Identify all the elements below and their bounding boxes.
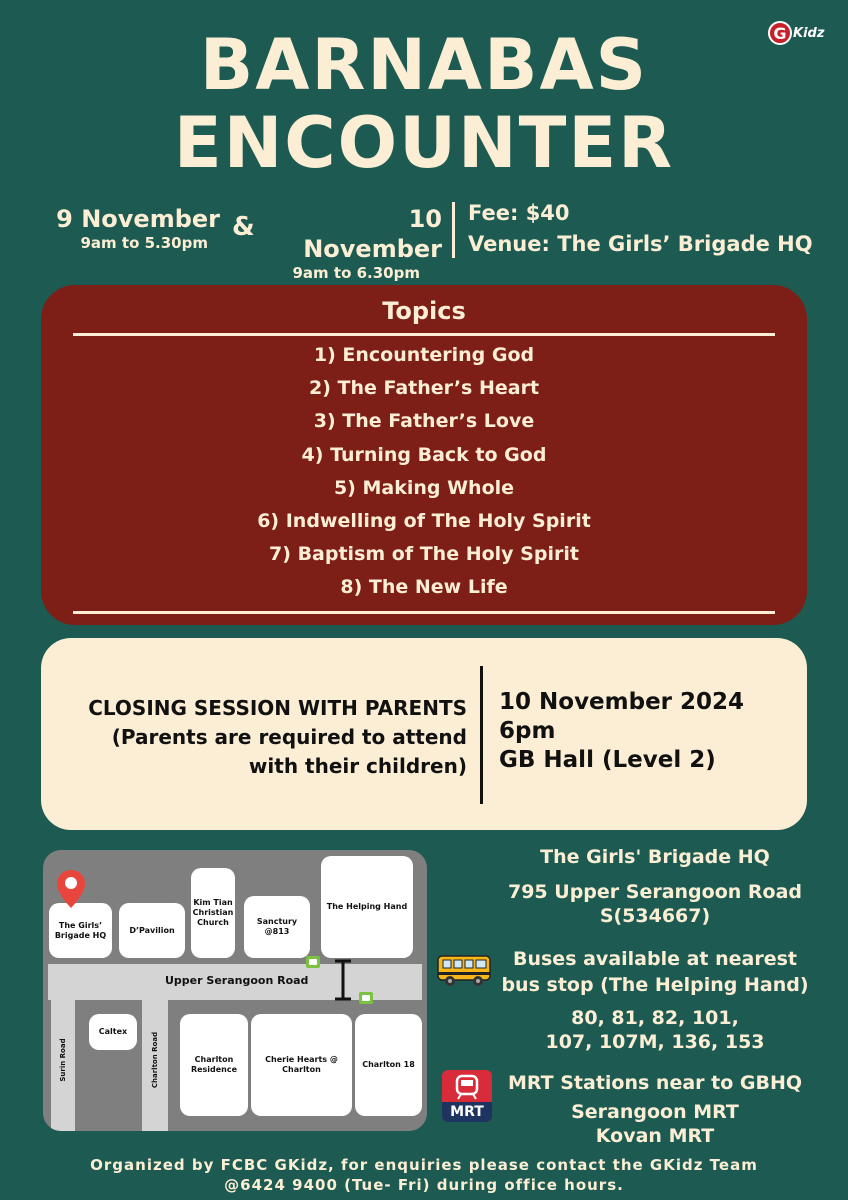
mrt-icon xyxy=(442,1070,492,1122)
school-bus-icon xyxy=(436,950,494,990)
label-charlton-road: Charlton Road xyxy=(151,1031,159,1089)
label-upper-serangoon: Upper Serangoon Road xyxy=(165,974,309,987)
address-line-2: S(534667) xyxy=(599,905,711,927)
gkidz-logo-letter: G xyxy=(768,21,792,45)
topic-item: 3) The Father’s Love xyxy=(313,410,535,433)
bus-list-2: 107, 107M, 136, 153 xyxy=(545,1031,765,1053)
day1-block xyxy=(40,204,220,252)
address-line-1: 795 Upper Serangoon Road xyxy=(507,881,803,903)
building-sanctury: Sanctury @813 xyxy=(244,896,310,958)
day1-time: 9am to 5.30pm xyxy=(80,234,208,252)
dates-divider xyxy=(452,202,455,258)
building-kim-tian: Kim Tian Christian Church xyxy=(191,868,235,958)
closing-place: GB Hall (Level 2) xyxy=(499,747,716,773)
bus-heading-2: bus stop (The Helping Hand) xyxy=(501,974,809,996)
closing-session-panel xyxy=(41,638,807,830)
title-line-1: BARNABAS xyxy=(199,24,649,106)
fee-text: Fee: $40 xyxy=(468,201,570,225)
closing-session-details xyxy=(499,688,744,775)
venue-text: Venue: The Girls’ Brigade HQ xyxy=(468,232,813,256)
event-title xyxy=(0,26,848,182)
label-surin-road: Surin Road xyxy=(59,1038,67,1082)
venue-heading: The Girls' Brigade HQ xyxy=(540,846,770,868)
topic-item: 8) The New Life xyxy=(340,576,508,599)
footer-line-2: @6424 9400 (Tue- Fri) during office hours. xyxy=(224,1176,624,1194)
location-info xyxy=(470,840,840,1148)
topics-bottom-rule xyxy=(73,611,775,614)
day2-block xyxy=(262,204,442,282)
bus-stop-icon xyxy=(359,992,373,1004)
dates-section xyxy=(0,198,848,282)
closing-time: 6pm xyxy=(499,718,556,744)
topic-item: 7) Baptism of The Holy Spirit xyxy=(269,543,579,566)
mrt-station-1: Serangoon MRT xyxy=(571,1101,739,1123)
bus-list-1: 80, 81, 82, 101, xyxy=(571,1007,739,1029)
title-line-2: ENCOUNTER xyxy=(173,102,675,184)
topic-item: 1) Encountering God xyxy=(313,344,535,366)
closing-date: 10 November 2024 xyxy=(499,689,745,715)
bus-stop-icon xyxy=(306,956,320,968)
ampersand: & xyxy=(232,212,255,242)
closing-note-1: (Parents are required to attend xyxy=(111,725,467,749)
topic-item: 4) Turning Back to God xyxy=(301,443,547,466)
mrt-label: MRT xyxy=(442,1102,492,1122)
building-dpavilion: D’Pavilion xyxy=(119,903,185,958)
building-cherie-hearts: Cherie Hearts @ Charlton xyxy=(251,1014,352,1116)
building-charlton-18: Charlton 18 xyxy=(355,1014,422,1116)
mrt-station-2: Kovan MRT xyxy=(595,1125,715,1147)
day1-date: 9 November xyxy=(56,205,220,233)
building-girls-brigade: The Girls’ Brigade HQ xyxy=(49,903,112,958)
location-pin-icon xyxy=(57,870,85,908)
fee-venue xyxy=(468,198,813,260)
footer xyxy=(0,1155,848,1195)
day2-time: 9am to 6.30pm xyxy=(292,264,420,282)
topic-item: 2) The Father’s Heart xyxy=(308,377,540,400)
footer-line-1: Organized by FCBC GKidz, for enquiries please contact the GKidz Team xyxy=(90,1156,758,1174)
bus-heading-1: Buses available at nearest xyxy=(512,948,798,970)
building-charlton-residence: Charlton Residence xyxy=(180,1014,248,1116)
topics-panel xyxy=(41,285,807,625)
closing-session-description xyxy=(88,694,467,781)
day2-date: 10 November xyxy=(303,205,442,263)
building-helping-hand: The Helping Hand xyxy=(321,856,413,958)
location-map xyxy=(43,850,427,1131)
topics-top-rule xyxy=(73,333,775,336)
topics-heading: Topics xyxy=(382,297,466,325)
gkidz-logo-text: Kidz xyxy=(793,25,825,41)
building-caltex: Caltex xyxy=(89,1014,137,1050)
closing-title: CLOSING SESSION WITH PARENTS xyxy=(88,696,467,720)
topic-item: 5) Making Whole xyxy=(333,476,515,499)
closing-note-2: with their children) xyxy=(248,754,467,778)
topics-list xyxy=(41,339,807,605)
closing-divider xyxy=(480,666,483,804)
crossing-icon xyxy=(330,958,356,1002)
mrt-heading: MRT Stations near to GBHQ xyxy=(507,1072,803,1094)
topic-item: 6) Indwelling of The Holy Spirit xyxy=(257,510,591,533)
